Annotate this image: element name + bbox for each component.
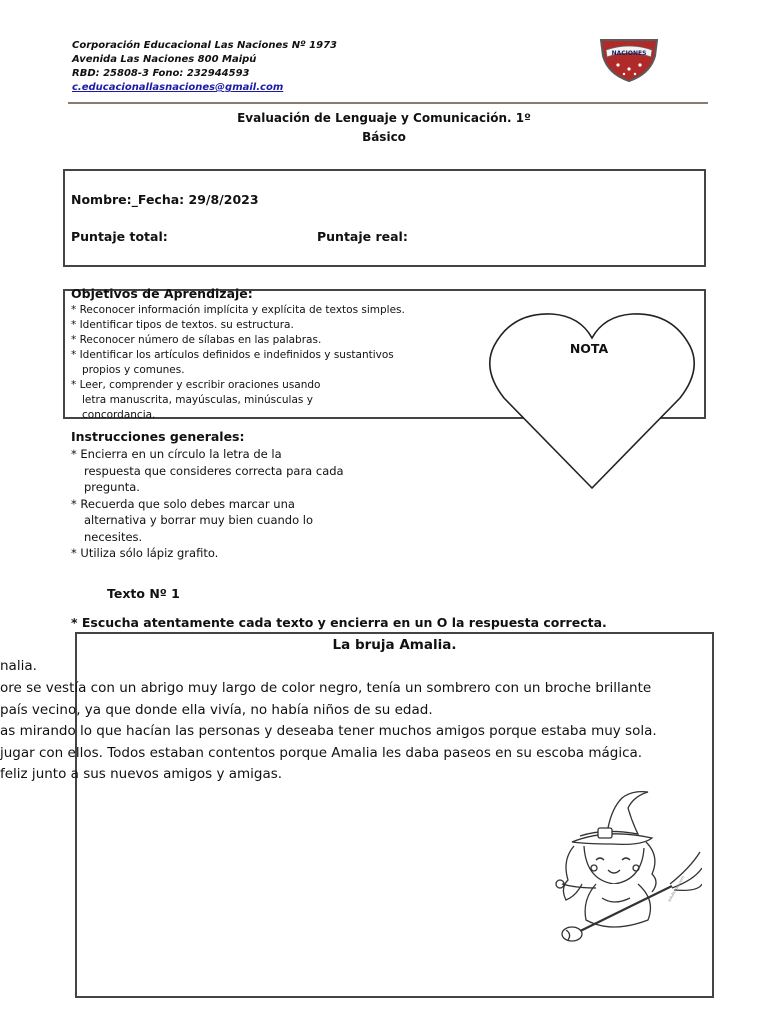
instruction-line: * Utiliza sólo lápiz grafito.: [71, 546, 219, 560]
objective-item: letra manuscrita, mayúsculas, minúsculas y: [82, 394, 313, 406]
witch-illustration: [552, 788, 702, 948]
objective-item: * Reconocer información implícita y explícita de textos simples.: [71, 304, 405, 316]
instruction-line: alternativa y borrar muy bien cuando lo: [84, 513, 314, 527]
svg-text:NACIONES: NACIONES: [611, 50, 647, 57]
instructions-title: Instrucciones generales:: [71, 429, 245, 444]
story-line: as mirando lo que hacían las personas y deseaba tener muchos amigos porque estaba muy sola.: [0, 723, 657, 739]
story-line: feliz junto a sus nuevos amigos y amigas.: [0, 766, 283, 782]
story-title: La bruja Amalia.: [332, 637, 457, 653]
school-rbd-phone: RBD: 25808-3 Fono: 232944593: [72, 68, 250, 79]
page-title: Evaluación de Lenguaje y Comunicación. 1º: [237, 111, 531, 125]
name-date-field[interactable]: Nombre:_Fecha: 29/8/2023: [71, 192, 259, 207]
instructions-list: [71, 446, 401, 562]
objective-item: * Leer, comprender y escribir oraciones usando: [71, 379, 321, 391]
text1-heading: Texto Nº 1: [107, 586, 180, 601]
student-info-box: [63, 169, 706, 267]
objective-item: propios y comunes.: [82, 364, 185, 376]
instruction-line: necesites.: [84, 529, 143, 544]
grade-label: NOTA: [569, 341, 609, 356]
grade-heart[interactable]: [482, 310, 702, 490]
story-line: ore se vestía con un abrigo muy largo de color negro, tenía un sombrero con un broche brillante: [0, 680, 652, 696]
text1-instruction: * Escucha atentamente cada texto y encierra en un O la respuesta correcta.: [71, 615, 607, 630]
objectives-title: Objetivos de Aprendizaje:: [71, 286, 253, 301]
svg-text:edufichas.com: edufichas.com: [666, 874, 686, 903]
instruction-line: respuesta que consideres correcta para cada: [84, 463, 344, 478]
instruction-line: * Recuerda que solo debes marcar una: [71, 496, 295, 511]
story-line: jugar con ellos. Todos estaban contentos porque Amalia les daba paseos en su escoba mágica.: [0, 745, 643, 761]
objective-item: * Identificar tipos de textos. su estructura.: [71, 319, 294, 331]
story-line: nalia.: [0, 658, 37, 674]
real-score-field[interactable]: Puntaje real:: [317, 229, 408, 244]
header-divider: [68, 102, 708, 104]
story-text: [0, 656, 768, 786]
page-title-grade: Básico: [362, 130, 406, 144]
objective-item: * Reconocer número de sílabas en las palabras.: [71, 334, 322, 346]
instruction-line: * Encierra en un círculo la letra de la: [71, 447, 282, 461]
school-email-link[interactable]: c.educacionallasnaciones@gmail.com: [72, 82, 284, 93]
objective-item: * Identificar los artículos definidos e indefinidos y sustantivos: [71, 349, 394, 361]
school-logo: [598, 36, 660, 82]
school-name: Corporación Educacional Las Naciones Nº 1973: [72, 40, 338, 51]
objective-item: concordancia.: [82, 409, 156, 421]
story-line: país vecino, ya que donde ella vivía, no había niños de su edad.: [0, 702, 433, 718]
instruction-line: pregunta.: [84, 480, 140, 494]
objectives-list: [71, 303, 471, 423]
school-address: Avenida Las Naciones 800 Maipú: [72, 54, 257, 65]
total-score-field[interactable]: Puntaje total:: [71, 229, 168, 244]
